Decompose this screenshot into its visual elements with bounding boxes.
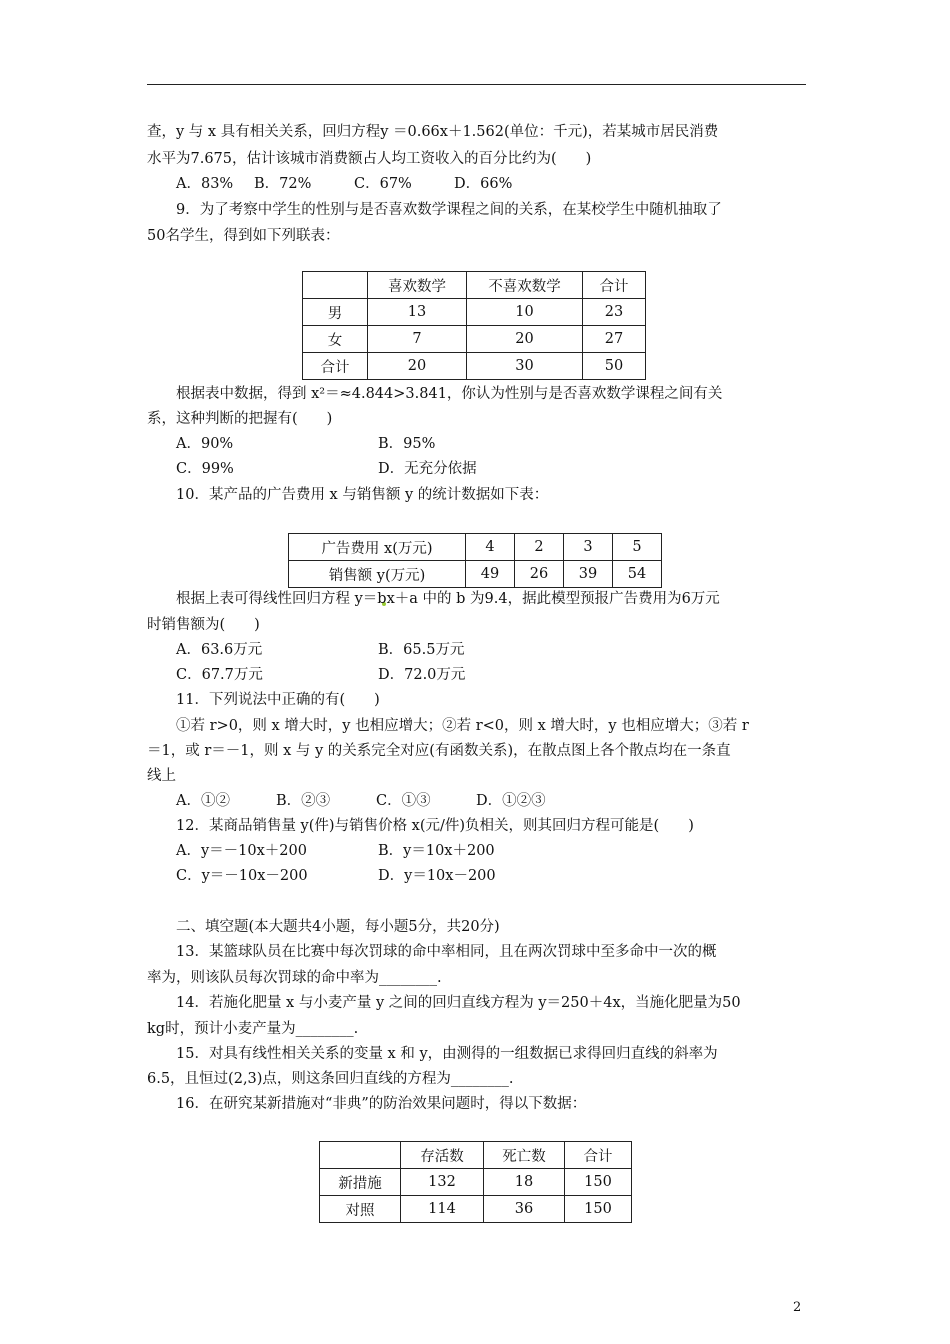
q10-option-b: B．65.5万元 (378, 642, 465, 658)
table-row (320, 1169, 632, 1196)
q9-line2: 50名学生，得到如下列联表： (147, 228, 340, 244)
table-row (303, 272, 646, 299)
table-row (320, 1196, 632, 1223)
q16-data-table (319, 1141, 632, 1223)
q10-option-d: D．72.0万元 (378, 667, 466, 683)
table-cell: 50 (583, 353, 646, 380)
q9-option-a: A．90% (176, 436, 234, 452)
q11-line2: ①若 r>0，则 x 增大时，y 也相应增大；②若 r<0，则 x 增大时，y 也相应增大；③若 r (176, 718, 749, 734)
q11-option-a: A．①② (176, 793, 230, 809)
q9-option-d: D．无充分依据 (378, 461, 477, 477)
q10-option-a: A．63.6万元 (176, 642, 263, 658)
table-cell: 2 (515, 534, 564, 561)
table-row (303, 353, 646, 380)
q16-line1: 16．在研究某新措施对“非典”的防治效果问题时，得以下数据： (176, 1096, 587, 1112)
q9-after-line1: 根据表中数据，得到 x²＝≈4.844>3.841，你认为性别与是否喜欢数学课程之间有关 (176, 386, 723, 402)
table-row-header: 广告费用 x(万元) (289, 534, 466, 561)
q15-line2: 6.5，且恒过(2,3)点，则这条回归直线的方程为________. (147, 1071, 514, 1087)
table-cell: 20 (368, 353, 467, 380)
q12-option-d: D．y＝10x－200 (378, 868, 496, 884)
table-cell: 36 (484, 1196, 565, 1223)
table-row (303, 326, 646, 353)
q14-line2: kg时，预计小麦产量为________. (147, 1021, 359, 1037)
q9-after-line2: 系，这种判断的把握有( ) (147, 411, 333, 427)
table-cell: 23 (583, 299, 646, 326)
table-cell (303, 272, 368, 299)
table-cell: 5 (613, 534, 662, 561)
table-cell: 114 (401, 1196, 484, 1223)
table-header-cell: 不喜欢数学 (467, 272, 583, 299)
q13-line2: 率为，则该队员每次罚球的命中率为________. (147, 970, 442, 986)
table-row (320, 1142, 632, 1169)
q11-option-c: C．①③ (376, 793, 431, 809)
q9-options-row1 (176, 434, 435, 454)
q15-line1: 15．对具有线性相关关系的变量 x 和 y，由测得的一组数据已求得回归直线的斜率为 (176, 1046, 718, 1062)
table-cell: 27 (583, 326, 646, 353)
table-cell: 132 (401, 1169, 484, 1196)
q8-option-a: A．83% (176, 176, 234, 192)
q8-line2: 水平为7.675，估计该城市消费额占人均工资收入的百分比约为( ) (147, 151, 592, 167)
q12-options-row1 (176, 841, 495, 861)
q10-option-c: C．67.7万元 (176, 667, 263, 683)
q11-option-b: B．②③ (276, 793, 331, 809)
q8-option-d: D．66% (454, 176, 513, 192)
table-row (303, 299, 646, 326)
q11-line4: 线上 (147, 768, 176, 784)
q10-options-row2 (176, 665, 465, 685)
table-header-cell: 存活数 (401, 1142, 484, 1169)
q12-option-b: B．y＝10x＋200 (378, 843, 495, 859)
table-cell: 30 (467, 353, 583, 380)
table-cell: 18 (484, 1169, 565, 1196)
table-cell: 女 (303, 326, 368, 353)
table-cell: 39 (564, 561, 613, 588)
q8-option-b: B．72% (254, 176, 312, 192)
table-cell: 20 (467, 326, 583, 353)
table-cell: 54 (613, 561, 662, 588)
table-cell: 4 (466, 534, 515, 561)
q9-line1: 9．为了考察中学生的性别与是否喜欢数学课程之间的关系，在某校学生中随机抽取了 (176, 202, 722, 218)
q9-options-row2 (176, 459, 477, 479)
q9-option-b: B．95% (378, 436, 436, 452)
q10-after-line2: 时销售额为( ) (147, 617, 260, 633)
table-cell: 49 (466, 561, 515, 588)
table-cell: 13 (368, 299, 467, 326)
table-cell: 26 (515, 561, 564, 588)
table-header-cell: 死亡数 (484, 1142, 565, 1169)
q11-options (176, 791, 546, 811)
q10-line1: 10．某产品的广告费用 x 与销售额 y 的统计数据如下表： (176, 487, 549, 503)
table-cell: 150 (565, 1196, 632, 1223)
q8-option-c: C．67% (354, 176, 412, 192)
q11-line3: ＝1，或 r＝－1，则 x 与 y 的关系完全对应(有函数关系)，在散点图上各个散点均在一条直 (147, 743, 731, 759)
q11-line1: 11．下列说法中正确的有( ) (176, 692, 380, 708)
table-cell: 10 (467, 299, 583, 326)
header-rule (147, 84, 806, 85)
q13-line1: 13．某篮球队员在比赛中每次罚球的命中率相同，且在两次罚球中至多命中一次的概 (176, 944, 717, 960)
q12-line1: 12．某商品销售量 y(件)与销售价格 x(元/件)负相关，则其回归方程可能是( ) (176, 818, 694, 834)
table-cell: 男 (303, 299, 368, 326)
q8-line1: 查，y 与 x 具有相关关系，回归方程y ＝0.66x＋1.562(单位：千元)，若某城市居民消费 (147, 124, 719, 140)
table-row (289, 561, 662, 588)
q9-contingency-table (302, 271, 646, 380)
table-cell: 150 (565, 1169, 632, 1196)
q9-option-c: C．99% (176, 461, 234, 477)
table-cell (320, 1142, 401, 1169)
table-cell: 对照 (320, 1196, 401, 1223)
table-row (289, 534, 662, 561)
q14-line1: 14．若施化肥量 x 与小麦产量 y 之间的回归直线方程为 y＝250＋4x，当施化肥量为50 (176, 995, 741, 1011)
table-row-header: 销售额 y(万元) (289, 561, 466, 588)
section-2-title: 二、填空题(本大题共4小题，每小题5分，共20分) (176, 919, 500, 935)
table-header-cell: 喜欢数学 (368, 272, 467, 299)
q12-options-row2 (176, 866, 496, 886)
q11-option-d: D．①②③ (476, 793, 546, 809)
q10-after-line1: 根据上表可得线性回归方程 y＝bx＋a 中的 b 为9.4，据此模型预报广告费用为6万元 (176, 591, 720, 607)
table-cell: 合计 (303, 353, 368, 380)
table-cell: 7 (368, 326, 467, 353)
q10-options-row1 (176, 640, 464, 660)
table-header-cell: 合计 (583, 272, 646, 299)
table-header-cell: 合计 (565, 1142, 632, 1169)
table-cell: 3 (564, 534, 613, 561)
page-number: 2 (793, 1300, 802, 1315)
q10-data-table (288, 533, 662, 588)
q12-option-c: C．y＝－10x－200 (176, 868, 308, 884)
q12-option-a: A．y＝－10x＋200 (176, 843, 307, 859)
table-cell: 新措施 (320, 1169, 401, 1196)
q8-options (176, 174, 512, 194)
